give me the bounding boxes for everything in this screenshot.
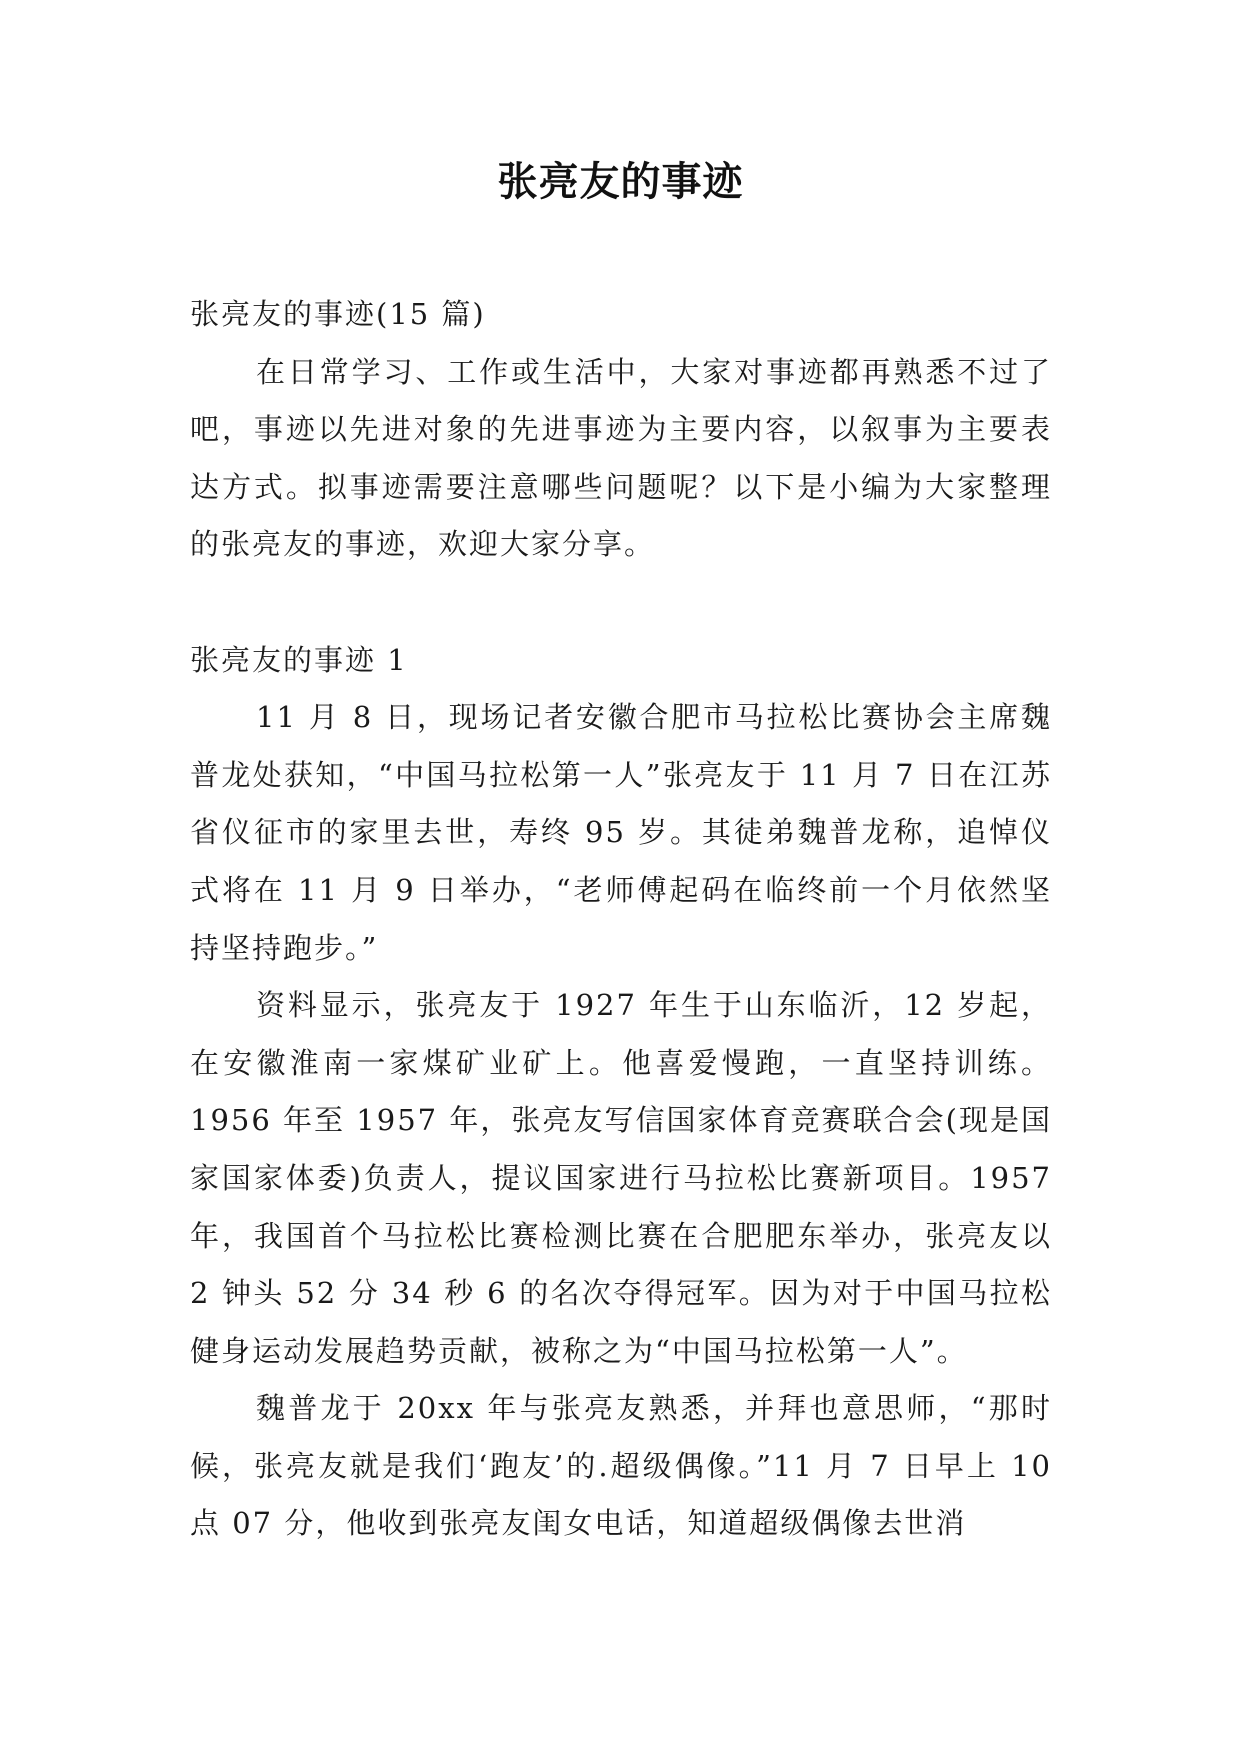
- body-paragraph: 11 月 8 日，现场记者安徽合肥市马拉松比赛协会主席魏普龙处获知，“中国马拉松第一人”张亮友于 11 月 7 日在江苏省仪征市的家里去世，寿终 95 岁。其徒弟魏普龙称，追悼仪式将在 11 月 9 日举办，“老师傅起码在临终前一个月依然坚持坚持跑步。”: [190, 700, 1052, 965]
- body-paragraph: 资料显示，张亮友于 1927 年生于山东临沂，12 岁起，在安徽淮南一家煤矿业矿上。他喜爱慢跑，一直坚持训练。1956 年至 1957 年，张亮友写信国家体育竞赛联合会(现是国家国家体委)负责人，提议国家进行马拉松比赛新项目。1957 年，我国首个马拉松比赛检测比赛在合肥肥东举办，张亮友以 2 钟头 52 分 34 秒 6 的名次夺得冠军。因为对于中国马拉松健身运动发展趋势贡献，被称之为“中国马拉松第一人”。: [190, 988, 1052, 1368]
- document-body: [190, 286, 1052, 1553]
- document-title: 张亮友的事迹: [497, 158, 744, 205]
- intro-paragraph: 在日常学习、工作或生活中，大家对事迹都再熟悉不过了吧，事迹以先进对象的先进事迹为主要内容，以叙事为主要表达方式。拟事迹需要注意哪些问题呢？以下是小编为大家整理的张亮友的事迹，欢迎大家分享。: [190, 354, 1052, 562]
- body-paragraph: 魏普龙于 20xx 年与张亮友熟悉，并拜也意思师，“那时候，张亮友就是我们‘跑友’的.超级偶像。”11 月 7 日早上 10 点 07 分，他收到张亮友闺女电话，知道超级偶像去世消: [190, 1391, 1052, 1541]
- paragraph-spacer: [190, 574, 1052, 632]
- section-heading: 张亮友的事迹 1: [190, 642, 408, 677]
- document-subtitle: 张亮友的事迹(15 篇): [190, 297, 486, 331]
